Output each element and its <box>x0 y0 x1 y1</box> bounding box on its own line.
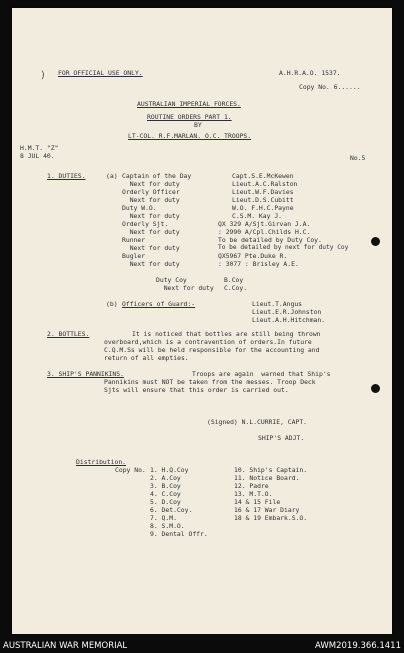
distribution-item: 16 & 17 War Diary <box>234 506 300 514</box>
duties-b-label: (b) <box>106 300 118 308</box>
duty-name: : 3077 : Brisley A.E. <box>218 260 299 268</box>
duty-coy-value: C.Coy. <box>224 284 248 292</box>
orders-title: ROUTINE ORDERS PART 1. <box>147 113 232 121</box>
officer-line: LT-COL. R.F.MARLAN. O.C. TROOPS. <box>128 132 252 140</box>
copy-number: Copy No. 6...... <box>299 83 361 91</box>
order-number: No.5 <box>350 154 366 162</box>
force-title: AUSTRALIAN IMPERIAL FORCES. <box>137 100 241 108</box>
guard-officer: Lieut.A.H.Hitchman. <box>252 316 326 324</box>
duty-name: Lieut.W.F.Davies <box>232 188 294 196</box>
distribution-item: 6. Det.Coy. <box>150 506 193 514</box>
distribution-item: 13. M.T.O. <box>234 490 273 498</box>
classification: FOR OFFICIAL USE ONLY. <box>58 69 143 77</box>
duty-coy-value: B.Coy <box>224 276 244 284</box>
duty-name: Capt.S.E.McKewen <box>232 172 294 180</box>
duties-a-label: (a) <box>106 172 118 180</box>
duty-role: Bugler <box>122 252 146 260</box>
duty-role: Next for duty <box>122 180 180 188</box>
duty-role: Orderly Officer <box>122 188 180 196</box>
distribution-item: 3. B.Coy <box>150 482 181 490</box>
duty-name: W.O. F.H.C.Payne <box>232 204 294 212</box>
signature-title: SHIP'S ADJT. <box>258 434 305 442</box>
duty-role: Next for duty <box>122 260 180 268</box>
reference-number: A.H.R.A.O. 1537. <box>279 69 341 77</box>
bottles-heading: 2. BOTTLES. <box>47 330 90 338</box>
punch-hole <box>371 384 380 393</box>
duty-role: Next for duty <box>122 212 180 220</box>
pannikins-line: Troops are again warned that Ship's <box>192 370 331 378</box>
bottles-line: overboard,which is a contravention of orders.In future <box>104 338 312 346</box>
distribution-item: 2. A.Coy <box>150 474 181 482</box>
distribution-item: 18 & 19 Embark.S.O. <box>234 514 308 522</box>
duty-role: Duty W.O. <box>122 204 157 212</box>
duty-name: To be detailed by next for duty Coy <box>218 244 349 251</box>
duty-role: Captain of the Day <box>122 172 192 180</box>
bottles-line: C.Q.M.Ss will be held responsible for the accounting and <box>104 346 320 354</box>
pannikins-heading: 3. SHIP'S PANNIKINS. <box>47 370 124 378</box>
duty-name: : 2990 A/Cpl.Childs H.C. <box>218 228 311 236</box>
punch-hole <box>371 237 380 246</box>
duty-role: Orderly Sjt. <box>122 220 169 228</box>
guard-heading: Officers of Guard:- <box>122 300 196 308</box>
document-page <box>12 8 392 634</box>
duty-role: Next for duty <box>122 228 180 236</box>
duty-role: Next for duty <box>122 244 180 252</box>
duty-coy-role: Next for duty <box>156 284 214 292</box>
distribution-item: 9. Dental Offr. <box>150 530 208 538</box>
distribution-item: 4. C.Coy <box>150 490 181 498</box>
order-date: 8 JUL 40. <box>20 152 55 160</box>
guard-officer: Lieut.T.Angus <box>252 300 303 308</box>
by-line: BY <box>194 121 202 129</box>
signature: (Signed) N.L.CURRIE, CAPT. <box>207 418 308 426</box>
distribution-prefix: Copy No. <box>115 466 146 474</box>
duties-heading: 1. DUTIES. <box>47 172 86 180</box>
distribution-item: 11. Notice Board. <box>234 474 300 482</box>
duty-role: Runner <box>122 236 146 244</box>
pannikins-line: Sjts will ensure that this order is carried out. <box>104 386 289 394</box>
distribution-item: 14 & 15 File <box>234 498 281 506</box>
distribution-item: 5. D.Coy <box>150 498 181 506</box>
distribution-item: 1. H.Q.Coy <box>150 466 189 474</box>
margin-mark: ) <box>40 70 47 81</box>
bottles-line: return of all empties. <box>104 354 189 362</box>
distribution-heading: Distribution. <box>76 458 127 466</box>
distribution-item: 10. Ship's Captain. <box>234 466 308 474</box>
distribution-item: 8. S.M.O. <box>150 522 185 530</box>
duty-name: QX5967 Pte.Duke R. <box>218 252 288 260</box>
guard-officer: Lieut.E.R.Johnston <box>252 308 322 316</box>
footer-source: AUSTRALIAN WAR MEMORIAL <box>3 641 128 651</box>
footer-bar <box>0 639 404 653</box>
distribution-item: 12. Padre <box>234 482 269 490</box>
duty-name: C.S.M. Kay J. <box>232 212 283 220</box>
footer-accession: AWM2019.366.1411 <box>315 641 401 651</box>
bottles-line: It is noticed that bottles are still being thrown <box>132 330 321 338</box>
ship-name: H.M.T. "Z" <box>20 144 59 152</box>
duty-role: Next for duty <box>122 196 180 204</box>
distribution-item: 7. Q.M. <box>150 514 177 522</box>
duty-name: To be detailed by Duty Coy. <box>218 236 322 244</box>
duty-name: Lieut.A.C.Ralston <box>232 180 298 188</box>
duty-name: QX 329 A/Sjt.Girvan J.A. <box>218 220 311 228</box>
duty-name: Lieut.D.S.Cubitt <box>232 196 294 204</box>
duty-coy-role: Duty Coy <box>156 276 187 284</box>
pannikins-line: Pannikins must NOT be taken from the messes. Troop Deck <box>104 378 316 386</box>
